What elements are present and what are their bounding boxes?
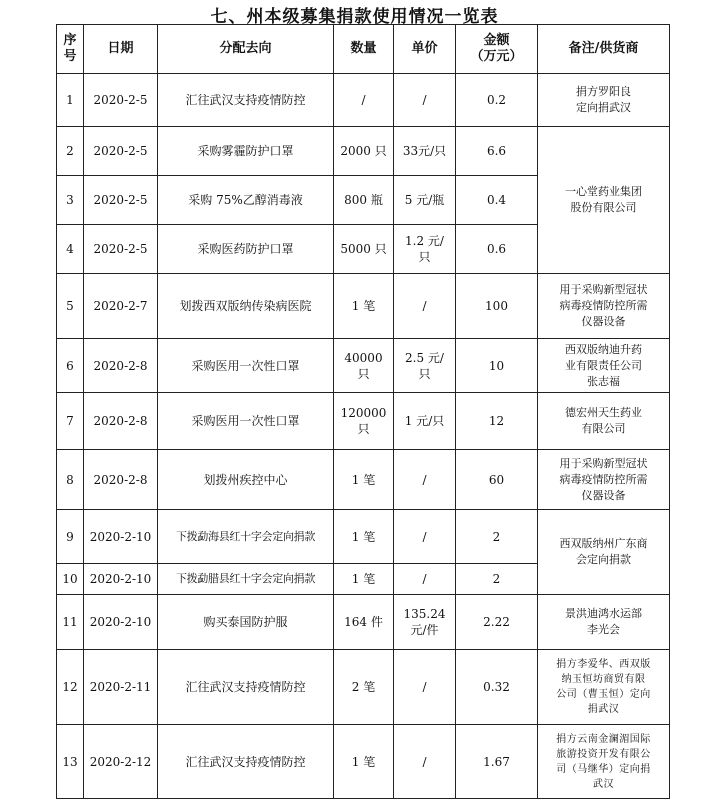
row-remark: 西双版纳迪升药 业有限责任公司 张志福 [538, 339, 670, 393]
row-amount: 1.67 [456, 725, 538, 799]
row-quantity: 800 瓶 [334, 176, 394, 225]
row-quantity: 120000 只 [334, 393, 394, 450]
row-date: 2020-2-5 [84, 74, 158, 127]
row-quantity: 164 件 [334, 595, 394, 650]
row-amount: 0.2 [456, 74, 538, 127]
row-date: 2020-2-11 [84, 650, 158, 725]
row-unit-price: 1 元/只 [394, 393, 456, 450]
row-amount: 100 [456, 274, 538, 339]
row-purpose: 汇往武汉支持疫情防控 [158, 74, 334, 127]
row-purpose: 采购医药防护口罩 [158, 225, 334, 274]
row-date: 2020-2-7 [84, 274, 158, 339]
header-remark: 备注/供货商 [538, 25, 670, 74]
row-seq: 10 [57, 564, 84, 595]
row-quantity: 40000 只 [334, 339, 394, 393]
row-purpose: 采购 75%乙醇消毒液 [158, 176, 334, 225]
row-seq: 1 [57, 74, 84, 127]
row-date: 2020-2-12 [84, 725, 158, 799]
row-purpose: 划拨西双版纳传染病医院 [158, 274, 334, 339]
row-remark: 德宏州天生药业 有限公司 [538, 393, 670, 450]
header-quantity: 数量 [334, 25, 394, 74]
row-date: 2020-2-5 [84, 225, 158, 274]
row-quantity: 1 笔 [334, 510, 394, 564]
row-amount: 10 [456, 339, 538, 393]
row-date: 2020-2-10 [84, 564, 158, 595]
row-quantity: 5000 只 [334, 225, 394, 274]
row-seq: 9 [57, 510, 84, 564]
row-unit-price: / [394, 650, 456, 725]
row-amount: 0.4 [456, 176, 538, 225]
row-date: 2020-2-8 [84, 450, 158, 510]
row-date: 2020-2-8 [84, 339, 158, 393]
row-date: 2020-2-5 [84, 176, 158, 225]
row-amount: 6.6 [456, 127, 538, 176]
row-quantity: 2 笔 [334, 650, 394, 725]
row-seq: 12 [57, 650, 84, 725]
row-purpose: 采购医用一次性口罩 [158, 339, 334, 393]
row-amount: 12 [456, 393, 538, 450]
header-date: 日期 [84, 25, 158, 74]
table-row [57, 510, 670, 564]
row-purpose: 购买泰国防护服 [158, 595, 334, 650]
row-purpose: 采购雾霾防护口罩 [158, 127, 334, 176]
row-purpose: 下拨勐腊县红十字会定向捐款 [158, 564, 334, 595]
row-remark: 捐方罗阳良 定向捐武汉 [538, 74, 670, 127]
table-row [57, 274, 670, 339]
row-unit-price: / [394, 74, 456, 127]
row-remark: 一心堂药业集团 股份有限公司 [538, 127, 670, 274]
row-seq: 11 [57, 595, 84, 650]
row-amount: 2.22 [456, 595, 538, 650]
row-amount: 0.6 [456, 225, 538, 274]
header-purpose: 分配去向 [158, 25, 334, 74]
row-unit-price: 33元/只 [394, 127, 456, 176]
row-seq: 6 [57, 339, 84, 393]
header-seq: 序 号 [57, 25, 84, 74]
row-amount: 60 [456, 450, 538, 510]
row-seq: 7 [57, 393, 84, 450]
donation-usage-table [56, 24, 670, 799]
row-remark: 西双版纳州广东商 会定向捐款 [538, 510, 670, 595]
table-row [57, 393, 670, 450]
table-row [57, 650, 670, 725]
row-date: 2020-2-10 [84, 510, 158, 564]
row-unit-price: / [394, 450, 456, 510]
row-unit-price: 135.24 元/件 [394, 595, 456, 650]
table-row [57, 595, 670, 650]
row-unit-price: / [394, 274, 456, 339]
row-seq: 5 [57, 274, 84, 339]
row-quantity: 1 笔 [334, 564, 394, 595]
row-purpose: 划拨州疾控中心 [158, 450, 334, 510]
row-quantity: 1 笔 [334, 274, 394, 339]
row-seq: 2 [57, 127, 84, 176]
row-unit-price: / [394, 510, 456, 564]
table-row [57, 74, 670, 127]
row-unit-price: / [394, 725, 456, 799]
row-purpose: 汇往武汉支持疫情防控 [158, 650, 334, 725]
row-seq: 13 [57, 725, 84, 799]
table-row [57, 339, 670, 393]
row-remark: 用于采购新型冠状 病毒疫情防控所需 仪器设备 [538, 274, 670, 339]
row-quantity: 1 笔 [334, 725, 394, 799]
row-seq: 8 [57, 450, 84, 510]
table-row [57, 725, 670, 799]
row-unit-price: / [394, 564, 456, 595]
row-amount: 2 [456, 564, 538, 595]
row-amount: 2 [456, 510, 538, 564]
row-unit-price: 5 元/瓶 [394, 176, 456, 225]
row-purpose: 采购医用一次性口罩 [158, 393, 334, 450]
row-unit-price: 1.2 元/ 只 [394, 225, 456, 274]
row-quantity: 1 笔 [334, 450, 394, 510]
row-quantity: / [334, 74, 394, 127]
row-purpose: 下拨勐海县红十字会定向捐款 [158, 510, 334, 564]
row-purpose: 汇往武汉支持疫情防控 [158, 725, 334, 799]
row-remark: 景洪迪鸿水运部 李光会 [538, 595, 670, 650]
header-row [57, 25, 670, 74]
row-quantity: 2000 只 [334, 127, 394, 176]
row-seq: 4 [57, 225, 84, 274]
row-remark: 用于采购新型冠状 病毒疫情防控所需 仪器设备 [538, 450, 670, 510]
header-unit-price: 单价 [394, 25, 456, 74]
row-date: 2020-2-10 [84, 595, 158, 650]
row-remark: 捐方李爱华、西双版 纳玉恒坊商贸有限 公司（曹玉恒）定向 捐武汉 [538, 650, 670, 725]
header-amount: 金额 （万元） [456, 25, 538, 74]
row-unit-price: 2.5 元/ 只 [394, 339, 456, 393]
row-seq: 3 [57, 176, 84, 225]
row-date: 2020-2-5 [84, 127, 158, 176]
row-date: 2020-2-8 [84, 393, 158, 450]
row-remark: 捐方云南金澜湄国际 旅游投资开发有限公 司（马继华）定向捐 武汉 [538, 725, 670, 799]
table-row [57, 127, 670, 176]
row-amount: 0.32 [456, 650, 538, 725]
table-row [57, 450, 670, 510]
page-title: 七、州本级募集捐款使用情况一览表 [210, 7, 499, 27]
